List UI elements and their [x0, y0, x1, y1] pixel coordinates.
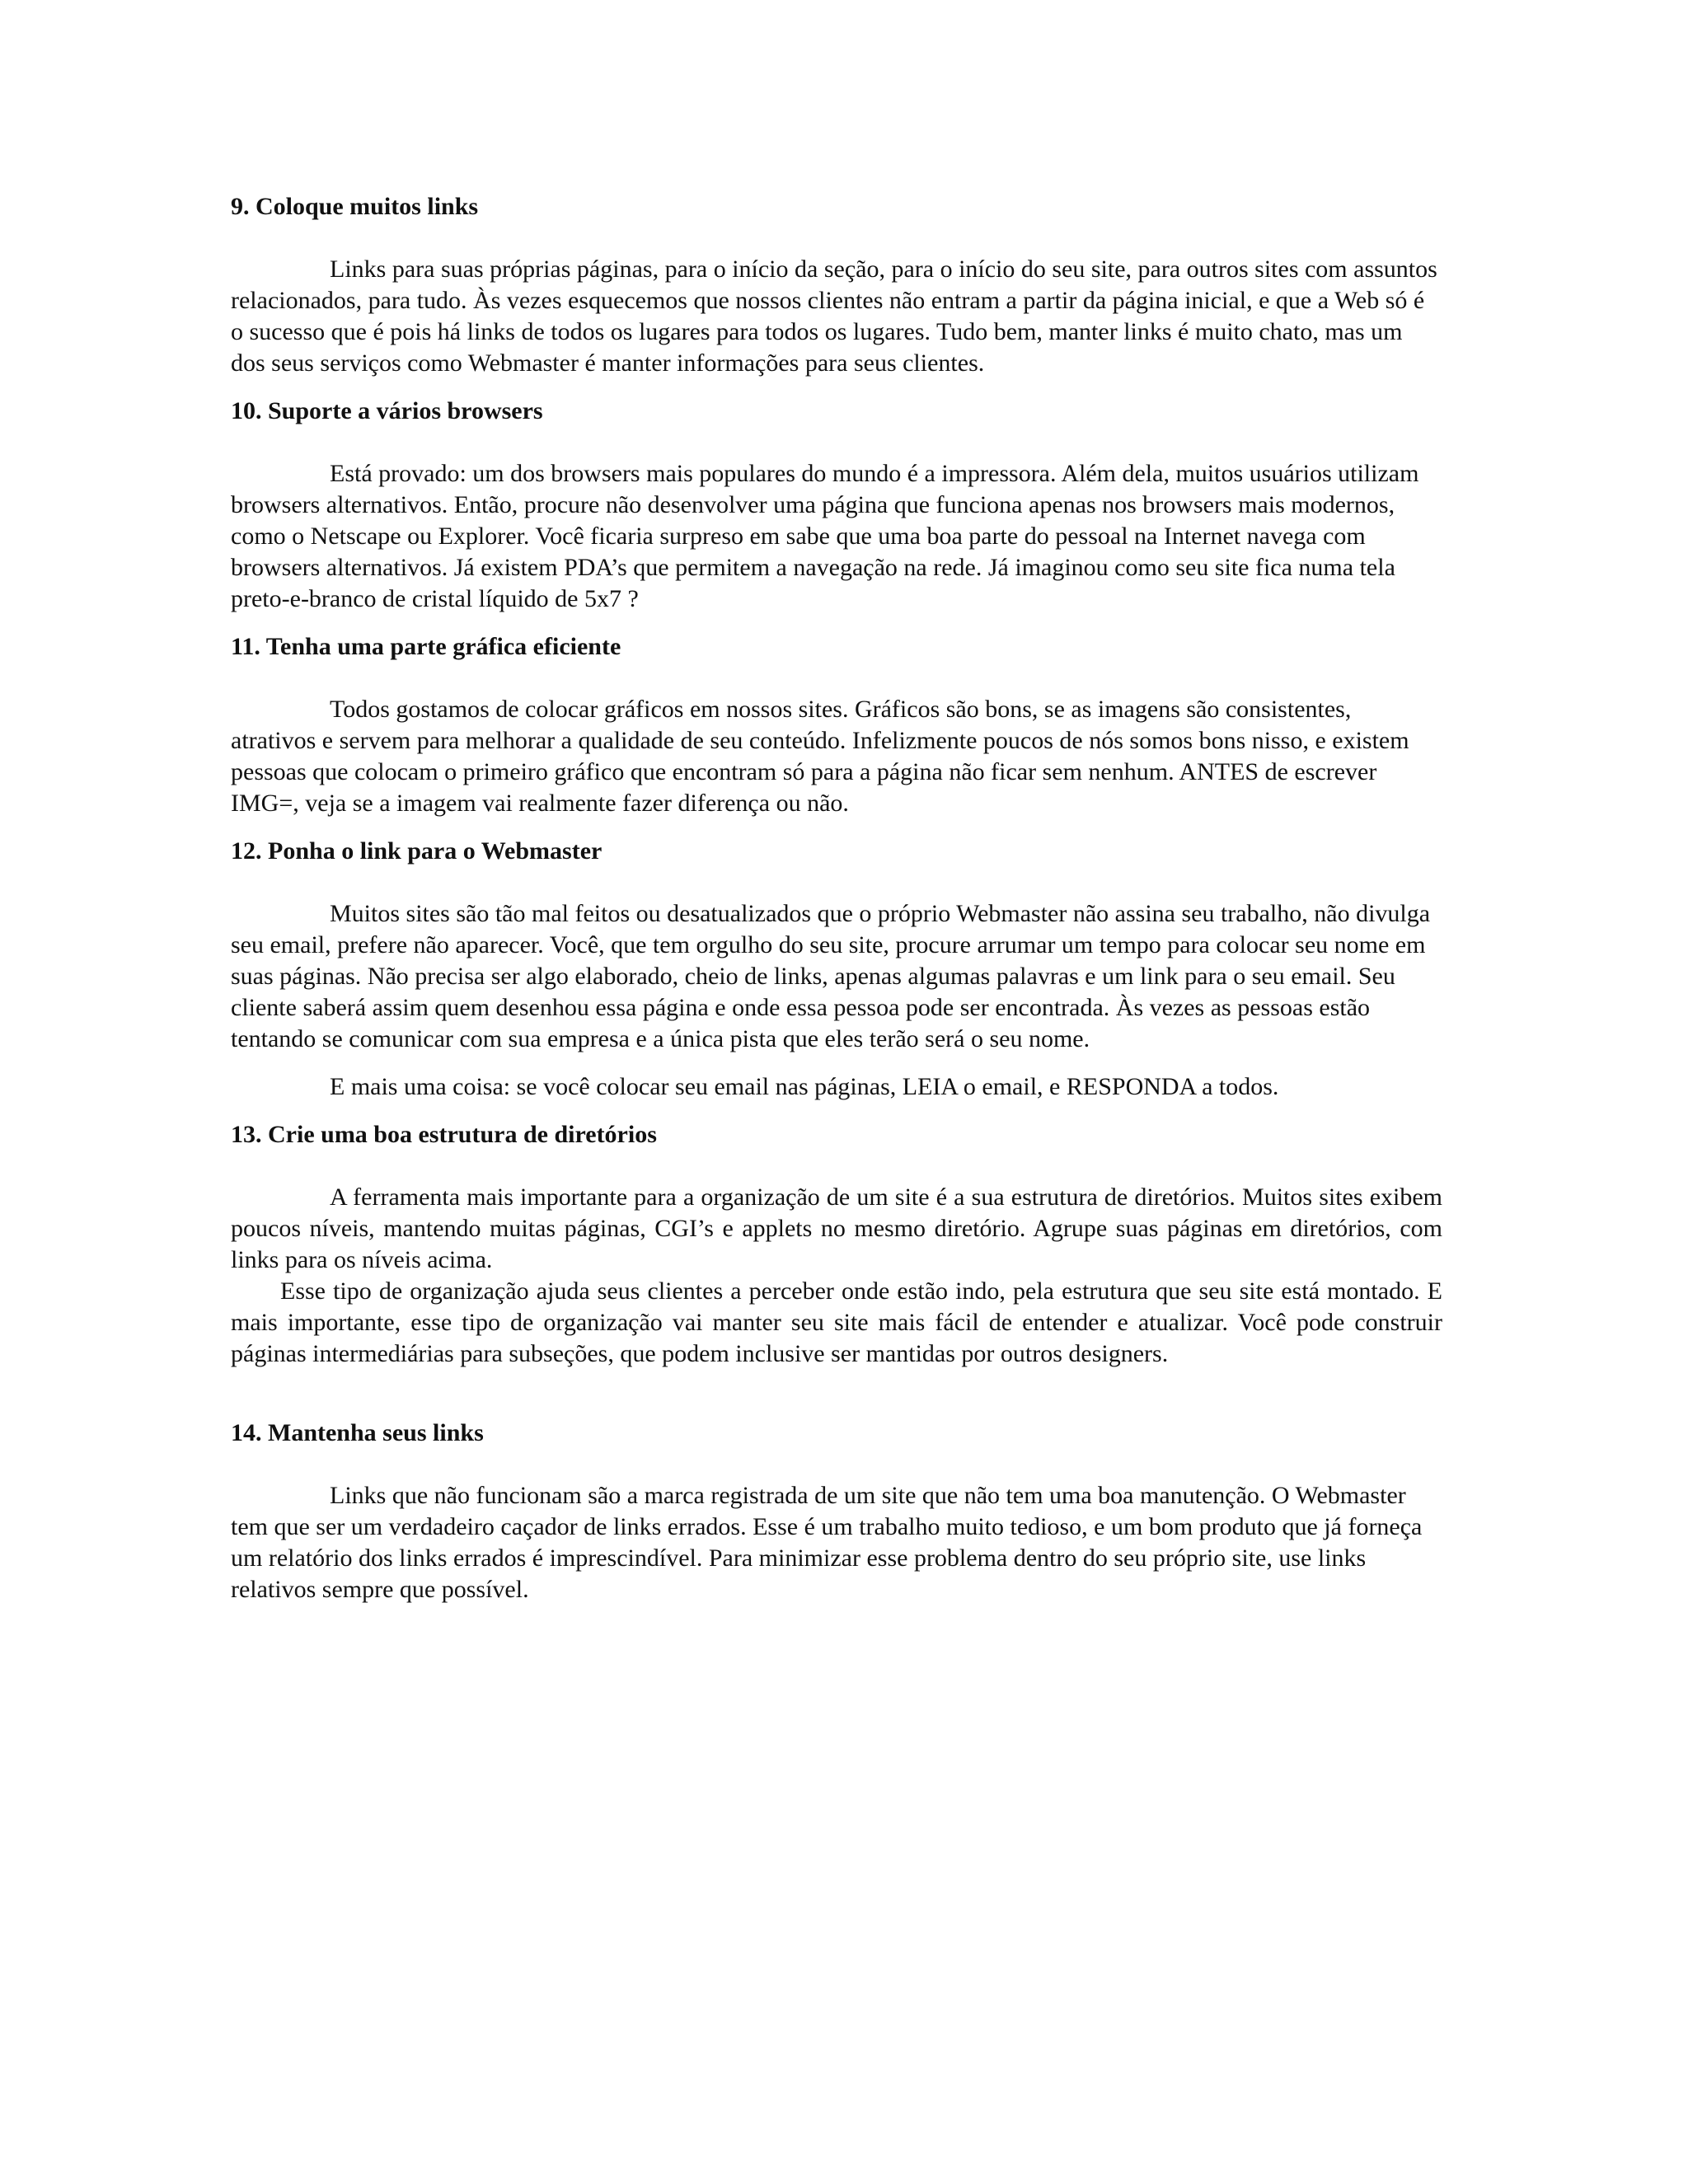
section-paragraph: Esse tipo de organização ajuda seus clientes a perceber onde estão indo, pela estrutura que seu site está montado. E mais importante, esse tipo de organização vai manter seu site mais fácil de entender e atualizar. Você pode construir páginas intermediárias para subseções, que podem inclusive ser mantidas por outros designers. — [231, 1277, 1442, 1367]
section-13 — [231, 1119, 1442, 1370]
section-heading: 9. Coloque muitos links — [231, 193, 479, 220]
section-12 — [231, 836, 1442, 1103]
section-paragraph: Links para suas próprias páginas, para o início da seção, para o início do seu site, para outros sites com assuntos relacionados, para tudo. Às vezes esquecemos que nossos clientes não entram a partir da página inicial, e que a Web só é o sucesso que é pois há links de todos os lugares para todos os lugares. Tudo bem, manter links é muito chato, mas um dos seus serviços como Webmaster é manter informações para seus clientes. — [231, 255, 1437, 377]
section-heading: 10. Suporte a vários browsers — [231, 397, 543, 424]
document-body — [231, 191, 1442, 1622]
section-paragraph: Muitos sites são tão mal feitos ou desatualizados que o próprio Webmaster não assina seu trabalho, não divulga seu email, prefere não aparecer. Você, que tem orgulho do seu site, procure arrumar um tempo para colocar seu nome em suas páginas. Não precisa ser algo elaborado, cheio de links, apenas algumas palavras e um link para o seu email. Seu cliente saberá assim quem desenhou essa página e onde essa pessoa pode ser encontrada. Às vezes as pessoas estão tentando se comunicar com sua empresa e a única pista que eles terão será o seu nome. — [231, 900, 1431, 1052]
section-heading: 13. Crie uma boa estrutura de diretórios — [231, 1121, 657, 1148]
section-paragraph: A ferramenta mais importante para a organização de um site é a sua estrutura de diretórios. Muitos sites exibem poucos níveis, mantendo muitas páginas, CGI’s e applets no mesmo diretório. Agrupe suas páginas em diretórios, com links para os níveis acima. — [231, 1183, 1442, 1273]
section-heading: 11. Tenha uma parte gráfica eficiente — [231, 633, 621, 660]
section-paragraph: Links que não funcionam são a marca registrada de um site que não tem uma boa manutenção. O Webmaster tem que ser um verdadeiro caçador de links errados. Esse é um trabalho muito tedioso, e um bom produto que já forneça um relatório dos links errados é imprescindível. Para minimizar esse problema dentro do seu próprio site, use links relativos sempre que possível. — [231, 1482, 1423, 1603]
section-14 — [231, 1418, 1442, 1605]
section-heading: 14. Mantenha seus links — [231, 1419, 484, 1446]
section-paragraph: Todos gostamos de colocar gráficos em nossos sites. Gráficos são bons, se as imagens são consistentes, atrativos e servem para melhorar a qualidade de seu conteúdo. Infelizmente poucos de nós somos bons nisso, e existem pessoas que colocam o primeiro gráfico que encontram só para a página não ficar sem nenhum. ANTES de escrever IMG=, veja se a imagem vai realmente fazer diferença ou não. — [231, 696, 1409, 817]
section-paragraph: Está provado: um dos browsers mais populares do mundo é a impressora. Além dela, muitos usuários utilizam browsers alternativos. Então, procure não desenvolver uma página que funciona apenas nos browsers mais modernos, como o Netscape ou Explorer. Você ficaria surpreso em sabe que uma boa parte do pessoal na Internet navega com browsers alternativos. Já existem PDA’s que permitem a navegação na rede. Já imaginou como seu site fica numa tela preto-e-branco de cristal líquido de 5x7 ? — [231, 460, 1419, 612]
section-9 — [231, 191, 1442, 379]
section-11 — [231, 631, 1442, 819]
section-heading: 12. Ponha o link para o Webmaster — [231, 837, 603, 865]
section-10 — [231, 396, 1442, 615]
section-paragraph: E mais uma coisa: se você colocar seu email nas páginas, LEIA o email, e RESPONDA a todos. — [330, 1073, 1279, 1100]
section-spacer — [231, 1386, 1442, 1418]
